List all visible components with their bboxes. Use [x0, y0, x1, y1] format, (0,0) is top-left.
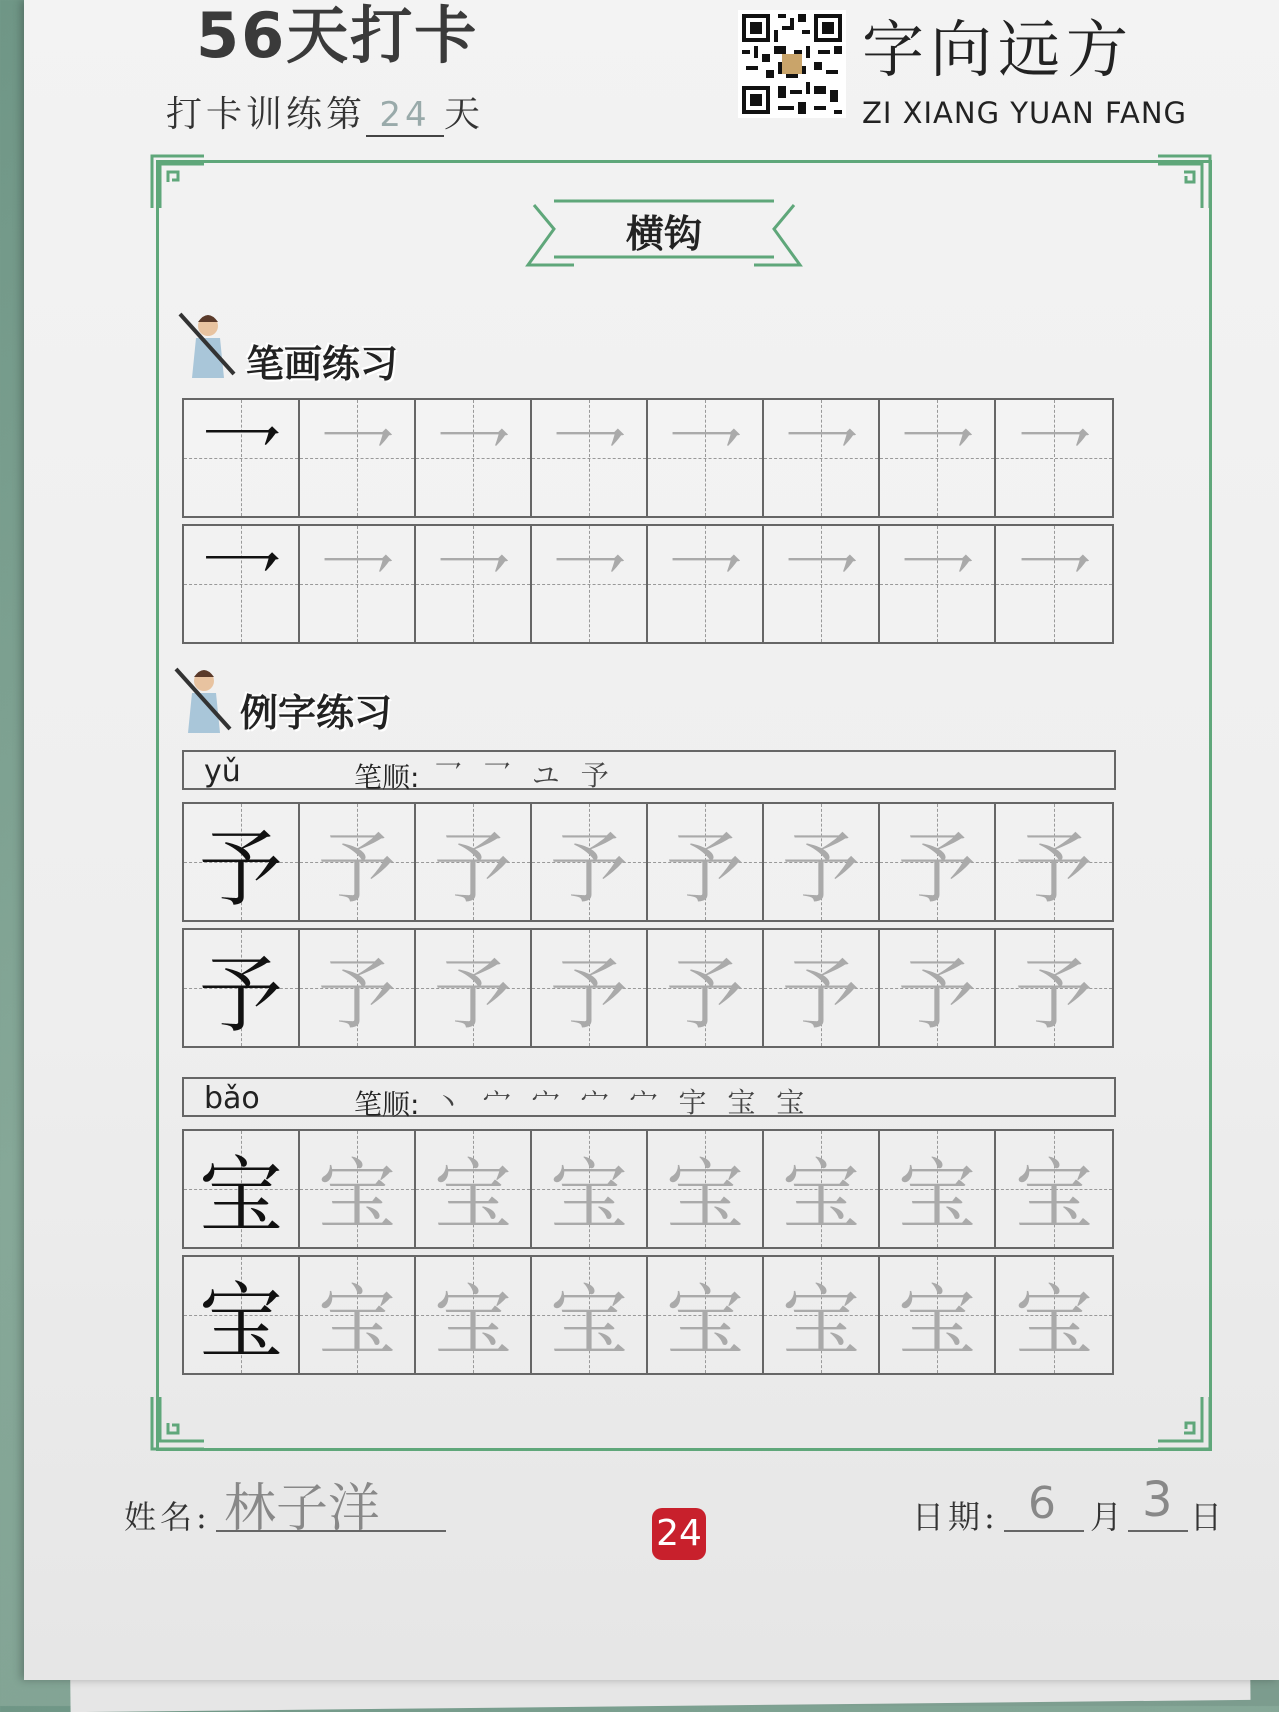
tracing-cell[interactable]: [300, 526, 416, 642]
worksheet-page: [24, 0, 1279, 1680]
tracing-cell[interactable]: [300, 400, 416, 516]
traced-character: 宝: [317, 1151, 396, 1241]
character-info-bar: [182, 750, 1116, 794]
day-counter: [166, 86, 484, 137]
date-label: 日期:: [912, 1498, 999, 1536]
model-character: 予: [198, 945, 283, 1044]
traced-character: 乛: [665, 546, 744, 636]
tracing-cell[interactable]: [648, 804, 764, 920]
topic-title: 横钩: [625, 212, 702, 256]
day-prefix: 打卡训练第: [166, 94, 367, 135]
tracing-cell[interactable]: [648, 1257, 764, 1373]
tracing-cell[interactable]: [532, 804, 648, 920]
tracing-cell[interactable]: [532, 1131, 648, 1247]
traced-character: 宝: [1014, 1277, 1093, 1367]
tracing-cell[interactable]: [300, 930, 416, 1046]
tracing-cell[interactable]: [532, 930, 648, 1046]
tracing-cell[interactable]: [880, 804, 996, 920]
practice-grid-row: [182, 928, 1114, 1048]
tracing-cell[interactable]: [880, 1131, 996, 1247]
traced-character: 予: [897, 824, 976, 914]
date-month: 6: [1028, 1478, 1056, 1529]
page-number-badge: 24: [652, 1508, 706, 1560]
day-unit: 日: [1190, 1498, 1227, 1536]
name-label: 姓名:: [124, 1498, 211, 1536]
day-number: 24: [366, 95, 444, 137]
practice-grid-row: [182, 524, 1114, 644]
frame-corner-ornament: [1154, 1393, 1214, 1453]
traced-character: 宝: [897, 1277, 976, 1367]
practice-grid-row: [182, 398, 1114, 518]
tracing-cell[interactable]: [648, 930, 764, 1046]
traced-character: 宝: [1014, 1151, 1093, 1241]
traced-character: 予: [1014, 824, 1093, 914]
traced-character: 宝: [549, 1151, 628, 1241]
traced-character: 予: [665, 824, 744, 914]
tracing-cell[interactable]: [764, 400, 880, 516]
traced-character: 乛: [897, 546, 976, 636]
practice-grid-row: [182, 1129, 1114, 1249]
traced-character: 乛: [897, 420, 976, 510]
tracing-cell[interactable]: [416, 804, 532, 920]
tracing-cell[interactable]: [996, 400, 1112, 516]
tracing-cell[interactable]: [532, 400, 648, 516]
tracing-cell[interactable]: [764, 1257, 880, 1373]
tracing-cell[interactable]: [300, 1257, 416, 1373]
tracing-cell[interactable]: [996, 1131, 1112, 1247]
topic-banner: [514, 195, 814, 273]
pinyin-label: bǎo: [204, 1081, 260, 1116]
traced-character: 宝: [549, 1277, 628, 1367]
tracing-cell[interactable]: [764, 1131, 880, 1247]
tracing-cell[interactable]: [996, 804, 1112, 920]
practice-grid-row: [182, 802, 1114, 922]
traced-character: 宝: [433, 1151, 512, 1241]
traced-character: 予: [781, 824, 860, 914]
tracing-cell[interactable]: [416, 1131, 532, 1247]
tracing-cell[interactable]: [532, 526, 648, 642]
traced-character: 宝: [433, 1277, 512, 1367]
tracing-cell[interactable]: [764, 526, 880, 642]
model-cell[interactable]: [184, 1131, 300, 1247]
pinyin-label: yǔ: [204, 754, 241, 789]
traced-character: 予: [781, 950, 860, 1040]
date-day: 3: [1142, 1472, 1173, 1528]
traced-character: 乛: [665, 420, 744, 510]
traced-character: 乛: [549, 420, 628, 510]
traced-character: 乛: [317, 420, 396, 510]
qr-code: [738, 10, 846, 118]
tracing-cell[interactable]: [764, 804, 880, 920]
model-character: 乛: [198, 541, 283, 640]
tracing-cell[interactable]: [300, 804, 416, 920]
traced-character: 乛: [1014, 546, 1093, 636]
model-cell[interactable]: [184, 400, 300, 516]
tracing-cell[interactable]: [880, 1257, 996, 1373]
traced-character: 予: [433, 950, 512, 1040]
traced-character: 宝: [665, 1151, 744, 1241]
challenge-title: 56天打卡: [196, 0, 479, 72]
tracing-cell[interactable]: [880, 400, 996, 516]
traced-character: 予: [1014, 950, 1093, 1040]
traced-character: 予: [897, 950, 976, 1040]
example-practice-title: 例字练习: [240, 691, 393, 735]
scholar-icon: [176, 308, 238, 382]
traced-character: 乛: [781, 420, 860, 510]
traced-character: 予: [317, 950, 396, 1040]
tracing-cell[interactable]: [880, 930, 996, 1046]
tracing-cell[interactable]: [996, 526, 1112, 642]
traced-character: 予: [549, 950, 628, 1040]
model-character: 宝: [198, 1146, 283, 1245]
traced-character: 乛: [433, 546, 512, 636]
tracing-cell[interactable]: [416, 1257, 532, 1373]
day-suffix: 天: [444, 94, 485, 135]
tracing-cell[interactable]: [996, 1257, 1112, 1373]
traced-character: 予: [433, 824, 512, 914]
tracing-cell[interactable]: [648, 1131, 764, 1247]
month-unit: 月: [1090, 1498, 1127, 1536]
brand-logo-cn: 字向远方: [862, 13, 1135, 86]
model-character: 予: [198, 819, 283, 918]
practice-grid-row: [182, 1255, 1114, 1375]
traced-character: 宝: [781, 1277, 860, 1367]
tracing-cell[interactable]: [648, 526, 764, 642]
frame-corner-ornament: [148, 1393, 208, 1453]
tracing-cell[interactable]: [532, 1257, 648, 1373]
stroke-order-sequence: 丶 宀 宀 宀 宀 宇 宝 宝: [434, 1086, 811, 1119]
traced-character: 乛: [549, 546, 628, 636]
stroke-practice-title: 笔画练习: [246, 342, 399, 386]
tracing-cell[interactable]: [416, 526, 532, 642]
traced-character: 乛: [317, 546, 396, 636]
traced-character: 予: [665, 950, 744, 1040]
traced-character: 乛: [1014, 420, 1093, 510]
traced-character: 予: [549, 824, 628, 914]
student-name: 林子洋: [224, 1479, 381, 1539]
traced-character: 予: [317, 824, 396, 914]
traced-character: 乛: [781, 546, 860, 636]
traced-character: 宝: [781, 1151, 860, 1241]
model-cell[interactable]: [184, 930, 300, 1046]
tracing-cell[interactable]: [996, 930, 1112, 1046]
model-cell[interactable]: [184, 1257, 300, 1373]
traced-character: 宝: [665, 1277, 744, 1367]
tracing-cell[interactable]: [648, 400, 764, 516]
tracing-cell[interactable]: [764, 930, 880, 1046]
frame-corner-ornament: [148, 152, 208, 212]
scholar-icon: [172, 663, 234, 737]
brand-logo-en: ZI XIANG YUAN FANG: [862, 96, 1187, 130]
model-cell[interactable]: [184, 804, 300, 920]
character-info-bar: [182, 1077, 1116, 1121]
traced-character: 乛: [433, 420, 512, 510]
tracing-cell[interactable]: [880, 526, 996, 642]
stroke-order-label: 笔顺:: [354, 1088, 420, 1121]
tracing-cell[interactable]: [416, 400, 532, 516]
traced-character: 宝: [317, 1277, 396, 1367]
model-character: 宝: [198, 1272, 283, 1371]
model-character: 乛: [198, 415, 283, 514]
frame-corner-ornament: [1154, 152, 1214, 212]
tracing-cell[interactable]: [416, 930, 532, 1046]
traced-character: 宝: [897, 1151, 976, 1241]
stroke-order-label: 笔顺:: [354, 761, 420, 794]
tracing-cell[interactable]: [300, 1131, 416, 1247]
stroke-order-sequence: 乛 乛 ユ 予: [434, 759, 615, 792]
model-cell[interactable]: [184, 526, 300, 642]
